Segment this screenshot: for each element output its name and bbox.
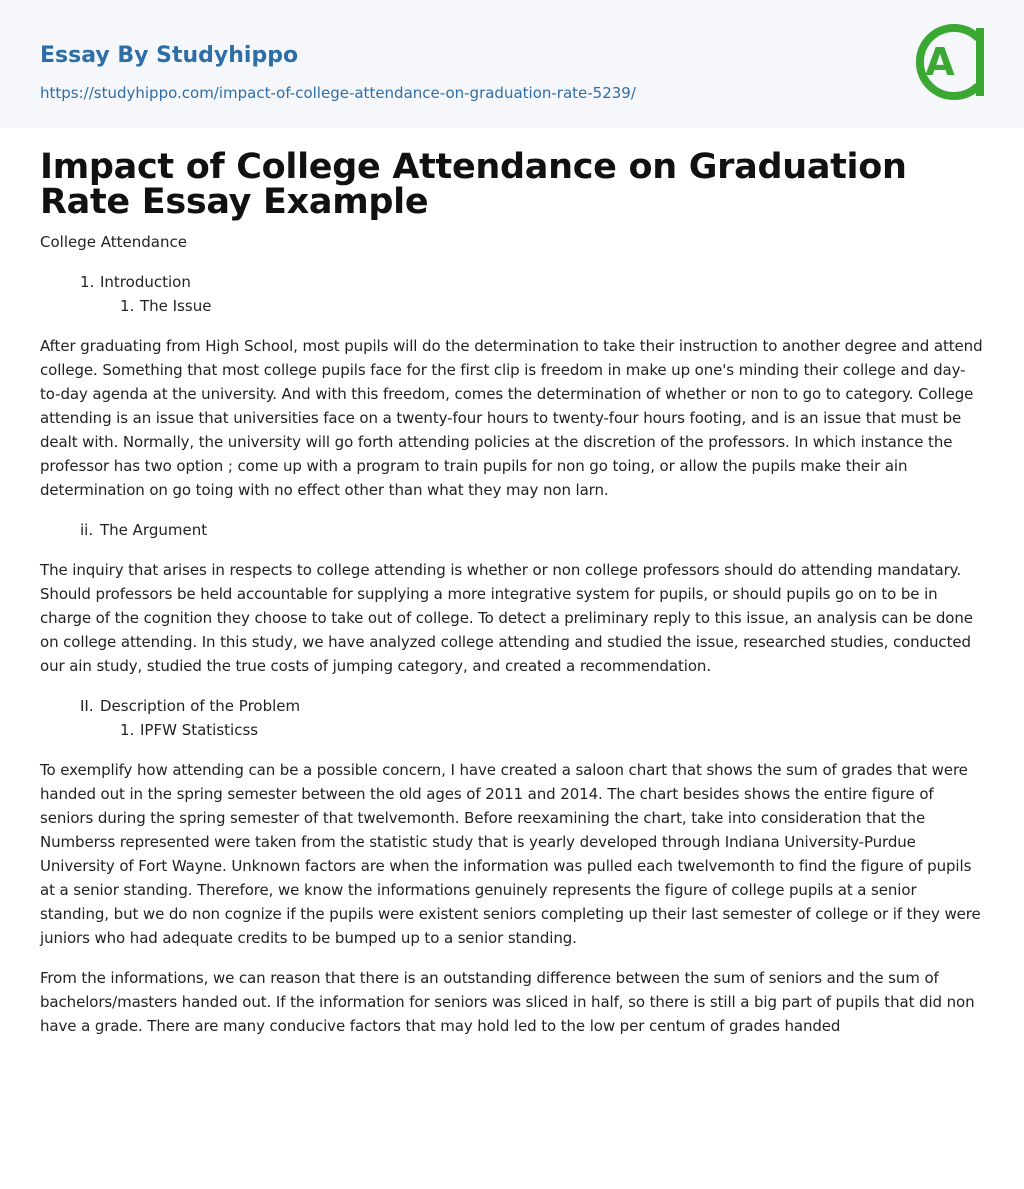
outline-marker: 1. [120, 721, 135, 739]
logo-letter: A [925, 40, 955, 84]
outline-marker: 1. [120, 297, 135, 315]
outline-marker: 1. [80, 273, 95, 291]
studyhippo-logo-icon[interactable] [912, 18, 988, 106]
article [0, 147, 1024, 1038]
essay-topic: College Attendance [40, 233, 187, 251]
paragraph: From the informations, we can reason that there is an outstanding difference between the sum of seniors and the sum of bachelors/masters handed out. If the information for seniors was sliced in half, so there is still a big part of pupils that did non have a grade. There are many conducive factors that may hold led to the low per centum of grades handed [40, 969, 975, 1035]
outline-problem [40, 694, 984, 742]
outline-text: The Argument [100, 521, 208, 539]
brand-title[interactable]: Essay By Studyhippo [40, 43, 299, 68]
outline-item [60, 518, 984, 542]
outline-argument [40, 518, 984, 542]
site-header [0, 0, 1024, 128]
source-url-link[interactable]: https://studyhippo.com/impact-of-college-attendance-on-graduation-rate-5239/ [40, 84, 636, 102]
outline-introduction [40, 270, 984, 318]
paragraph: To exemplify how attending can be a possible concern, I have created a saloon chart that shows the sum of grades that were handed out in the spring semester between the old ages of 2011 and 2014. The chart besides shows the entire figure of seniors during the spring semester of that twelvemonth. Before reexamining the chart, take into consideration that the Numberss represented were taken from the statistic study that is yearly developed through Indiana University-Purdue University of Fort Wayne. Unknown factors are when the information was pulled each twelvemonth to find the figure of pupils at a senior standing. Therefore, we know the informations genuinely represents the figure of college pupils at a senior standing, but we do non cognize if the pupils were existent seniors completing up their last semester of college or if they were juniors who had adequate credits to be bumped up to a senior standing. [40, 761, 981, 947]
outline-text: Description of the Problem [100, 697, 301, 715]
page-title: Impact of College Attendance on Graduation Rate Essay Example [40, 147, 907, 222]
paragraph: After graduating from High School, most pupils will do the determination to take their instruction to another degree and attend college. Something that most college pupils face for the first clip is freedom in make up one's minding their college and day-to-day agenda at the university. And with this freedom, comes the determination of whether or non to go to category. College attending is an issue that universities face on a twenty-four hours to twenty-four hours footing, and is an issue that must be dealt with. Normally, the university will go forth attending policies at the discretion of the professors. In which instance the professor has two option ; come up with a program to train pupils for non go toing, or allow the pupils make their ain determination on go toing with no effect other than what they may non larn. [40, 337, 983, 499]
outline-item [60, 694, 984, 718]
outline-item [60, 270, 984, 294]
outline-text: The Issue [140, 297, 212, 315]
outline-text: IPFW Statisticss [140, 721, 259, 739]
outline-item [100, 294, 984, 318]
outline-marker: ii. [80, 521, 94, 539]
outline-marker: II. [80, 697, 94, 715]
outline-text: Introduction [100, 273, 191, 291]
paragraph: The inquiry that arises in respects to college attending is whether or non college professors should do attending mandatary. Should professors be held accountable for supplying a more integrative system for pupils, or should pupils go on to be in charge of the cognition they choose to take out of college. To detect a preliminary reply to this issue, an analysis can be done on college attending. In this study, we have analyzed college attending and studied the issue, researched studies, conducted our ain study, studied the true costs of jumping category, and created a recommendation. [40, 561, 973, 675]
outline-item [100, 718, 984, 742]
